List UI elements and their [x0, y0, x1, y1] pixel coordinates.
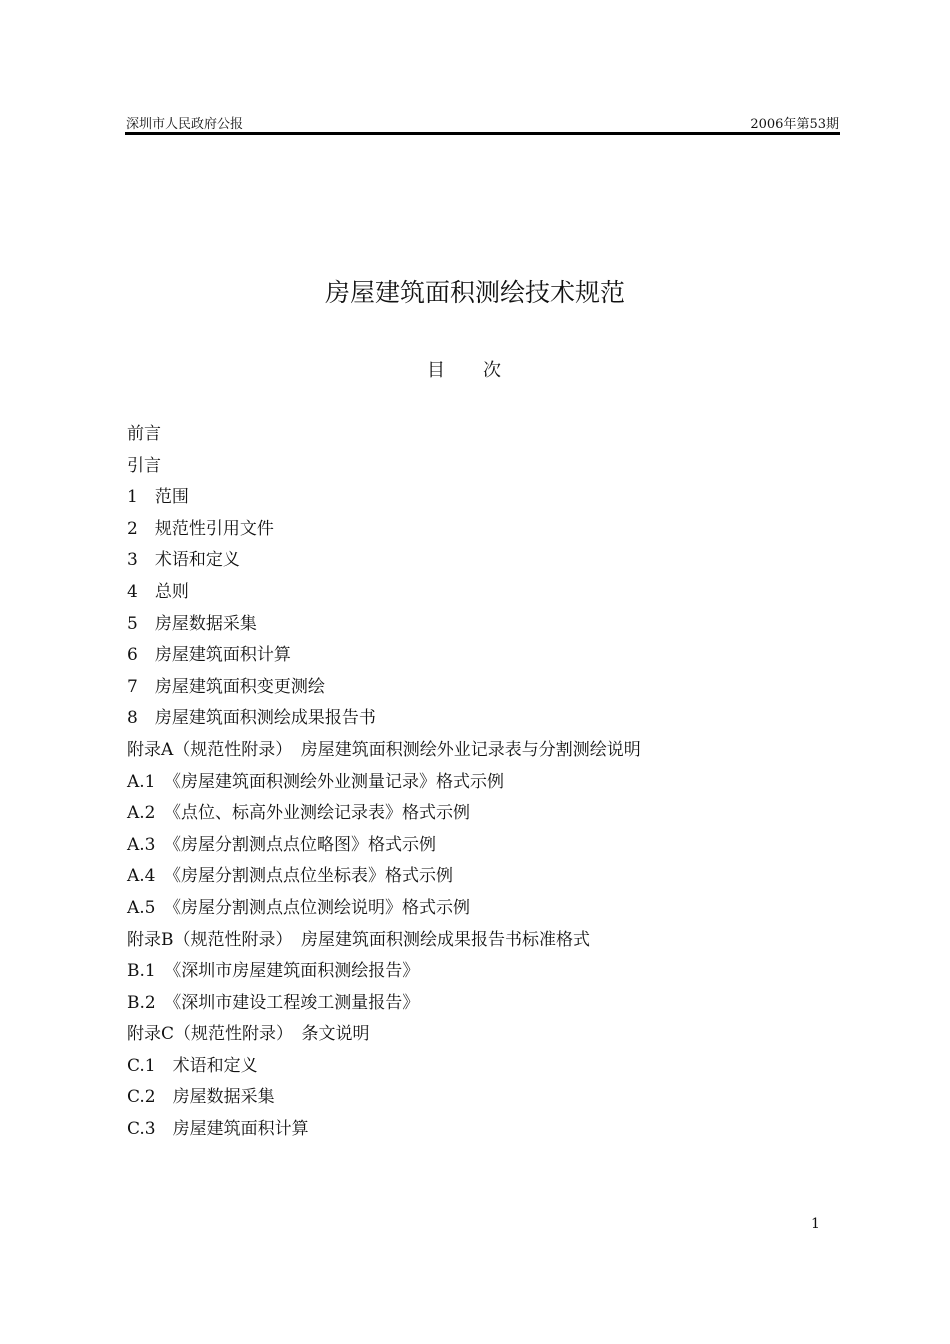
toc-item: 8 房屋建筑面积测绘成果报告书 — [127, 708, 376, 729]
toc-item: A.2 《点位、标高外业测绘记录表》格式示例 — [127, 803, 470, 824]
toc-item: 2 规范性引用文件 — [127, 518, 274, 539]
toc-item: 4 总则 — [127, 581, 189, 602]
toc-item: 附录A（规范性附录） 房屋建筑面积测绘外业记录表与分割测绘说明 — [127, 739, 641, 760]
header-rule — [125, 132, 840, 135]
toc-item: C.1 术语和定义 — [127, 1055, 258, 1076]
toc-item: 7 房屋建筑面积变更测绘 — [127, 676, 325, 697]
page-number: 1 — [811, 1216, 820, 1232]
toc-item: B.2 《深圳市建设工程竣工测量报告》 — [127, 992, 420, 1013]
toc-item: C.3 房屋建筑面积计算 — [127, 1119, 309, 1140]
toc-item: 3 术语和定义 — [127, 550, 240, 571]
toc-item: A.3 《房屋分割测点点位略图》格式示例 — [127, 834, 436, 855]
toc-item: A.5 《房屋分割测点点位测绘说明》格式示例 — [127, 897, 470, 918]
toc-item: A.4 《房屋分割测点点位坐标表》格式示例 — [127, 866, 453, 887]
document-title: 房屋建筑面积测绘技术规范 — [324, 278, 625, 307]
toc-item: 附录B（规范性附录） 房屋建筑面积测绘成果报告书标准格式 — [127, 929, 590, 950]
running-header-issue: 2006年第53期 — [750, 117, 839, 132]
toc-item: 6 房屋建筑面积计算 — [127, 645, 291, 666]
toc-item: A.1 《房屋建筑面积测绘外业测量记录》格式示例 — [127, 771, 504, 792]
running-header-publication: 深圳市人民政府公报 — [126, 117, 244, 132]
toc-heading: 目次 — [427, 360, 539, 381]
toc-item: 1 范围 — [127, 487, 189, 508]
toc-item: C.2 房屋数据采集 — [127, 1087, 275, 1108]
toc-item: 附录C（规范性附录） 条文说明 — [127, 1024, 370, 1045]
toc-item: 引言 — [127, 455, 161, 476]
toc-item: 前言 — [127, 424, 161, 444]
toc-item: 5 房屋数据采集 — [127, 613, 257, 634]
toc-item: B.1 《深圳市房屋建筑面积测绘报告》 — [127, 961, 420, 982]
table-of-contents — [127, 419, 641, 1146]
